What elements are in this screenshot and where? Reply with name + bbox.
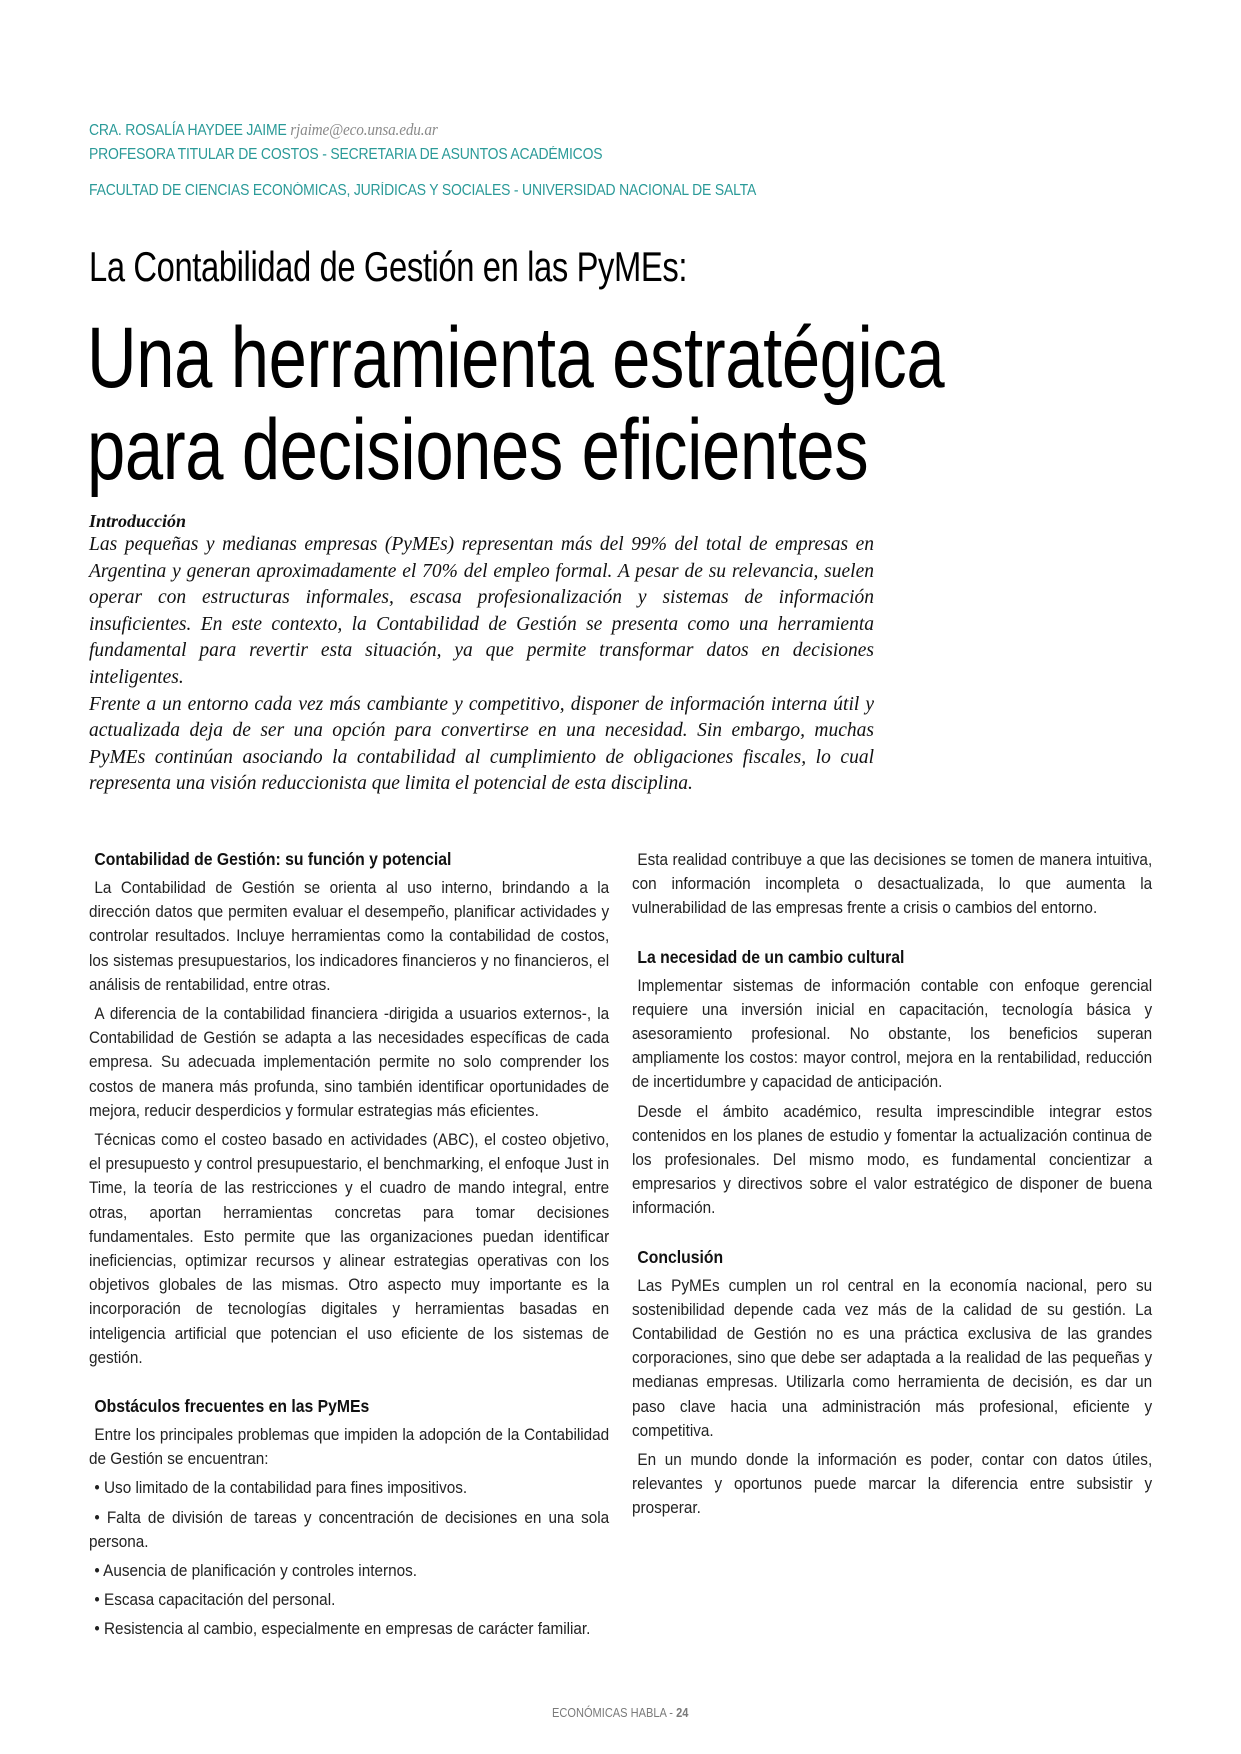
conclusion-paragraph-1: Las PyMEs cumplen un rol central en la economía nacional, pero su sostenibilidad depende cada vez más de la calidad de su gestión. La Contabilidad de Gestión no es una práctica exclusiva de las grandes corporaciones, sino que debe ser adaptada a la realidad de las pequeñas y medianas empresas. Utilizarla como herramienta de decisión, es dar un paso clave hacia una administración más profesional, eficiente y competitiva. xyxy=(632,1275,1153,1440)
publication-name: ECONÓMICAS HABLA - xyxy=(552,1705,677,1720)
list-item: • Falta de división de tareas y concentración de decisiones en una sola persona. xyxy=(89,1507,610,1551)
page-footer xyxy=(0,1705,1241,1720)
cambio-paragraph-1: Implementar sistemas de información contable con enfoque gerencial requiere una inversión inicial en capacitación, tecnología básica y asesoramiento profesional. No obstante, los beneficios superan ampliamente los costos: mayor control, mejora en la rentabilidad, reducción de incertidumbre y capacidad de anticipación. xyxy=(632,975,1153,1092)
author-position: PROFESORA TITULAR DE COSTOS - SECRETARIA DE ASUNTOS ACADÉMICOS xyxy=(89,146,603,163)
obstaculos-lead: Entre los principales problemas que impiden la adopción de la Contabilidad de Gestión se encuentran: xyxy=(89,1425,610,1469)
cambio-paragraph-2: Desde el ámbito académico, resulta imprescindible integrar estos contenidos en los planes de estudio y fomentar la actualización continua de los profesionales. Del mismo modo, es fundamental concientizar a empresarios y directivos sobre el valor estratégico de disponer de buena información. xyxy=(632,1101,1153,1218)
headline-line-1: Una herramienta estratégica xyxy=(87,310,945,406)
right-column xyxy=(632,848,1152,1526)
section-heading-conclusion: Conclusión xyxy=(637,1246,724,1267)
obstaculos-continuation: Esta realidad contribuye a que las decisiones se tomen de manera intuitiva, con información incompleta o desactualizada, lo que aumenta la vulnerabilidad de las empresas frente a crisis o cambios del entorno. xyxy=(632,850,1153,918)
article-headline xyxy=(87,312,944,496)
section-heading-cambio: La necesidad de un cambio cultural xyxy=(637,946,905,967)
author-email[interactable]: rjaime@eco.unsa.edu.ar xyxy=(290,120,438,139)
author-institution: FACULTAD DE CIENCIAS ECONÓMICAS, JURÍDICAS Y SOCIALES - UNIVERSIDAD NACIONAL DE SALTA xyxy=(89,182,757,199)
funcion-paragraph-3: Técnicas como el costeo basado en actividades (ABC), el costeo objetivo, el presupuesto y control presupuestario, el benchmarking, el enfoque Just in Time, la teoría de las restricciones y el cuadro de mando integral, entre otras, aportan herramientas concretas para tomar decisiones fundamentales. Esto permite que las organizaciones puedan identificar ineficiencias, optimizar recursos y alinear estrategias operativas con los objetivos globales de las mismas. Otro aspecto muy importante es la incorporación de tecnologías digitales y herramientas basadas en inteligencia artificial que potencian el uso eficiente de los sistemas de gestión. xyxy=(89,1130,610,1367)
list-item: • Ausencia de planificación y controles internos. xyxy=(94,1561,417,1581)
obstacles-list xyxy=(89,1476,609,1641)
section-heading-funcion: Contabilidad de Gestión: su función y potencial xyxy=(94,849,452,869)
list-item: • Resistencia al cambio, especialmente en empresas de carácter familiar. xyxy=(94,1619,591,1639)
introduction xyxy=(89,510,874,798)
left-column xyxy=(89,848,609,1647)
article-kicker: La Contabilidad de Gestión en las PyMEs: xyxy=(89,243,688,290)
intro-paragraph-1: Las pequeñas y medianas empresas (PyMEs) representan más del 99% del total de empresas en Argentina y generan aproximadamente el 70% del empleo formal. A pesar de su relevancia, suelen operar con estructuras informales, escasa profesionalización y sistemas de información insuficientes. En este contexto, la Contabilidad de Gestión se presenta como una herramienta fundamental para revertir esta situación, ya que permite transformar datos en decisiones inteligentes. xyxy=(89,534,874,688)
author-name: CRA. ROSALÍA HAYDEE JAIME xyxy=(89,122,287,139)
author-name-line xyxy=(89,120,899,141)
list-item: • Uso limitado de la contabilidad para fines impositivos. xyxy=(94,1478,468,1498)
headline-line-2: para decisiones eficientes xyxy=(87,402,869,498)
conclusion-paragraph-2: En un mundo donde la información es poder, contar con datos útiles, relevantes y oportunos puede marcar la diferencia entre subsistir y prosperar. xyxy=(632,1450,1153,1518)
funcion-paragraph-1: La Contabilidad de Gestión se orienta al uso interno, brindando a la dirección datos que permiten evaluar el desempeño, planificar actividades y controlar resultados. Incluye herramientas como la contabilidad de costos, los sistemas presupuestarios, los indicadores financieros y no financieros, el análisis de rentabilidad, entre otras. xyxy=(89,878,610,994)
page-number: 24 xyxy=(676,1705,689,1720)
intro-paragraph-2: Frente a un entorno cada vez más cambiante y competitivo, disponer de información interna útil y actualizada deja de ser una opción para convertirse en una necesidad. Sin embargo, muchas PyMEs continúan asociando la contabilidad al cumplimiento de obligaciones fiscales, lo cual representa una visión reduccionista que limita el potencial de esta disciplina. xyxy=(89,693,874,795)
funcion-paragraph-2: A diferencia de la contabilidad financiera -dirigida a usuarios externos-, la Contabilidad de Gestión se adapta a las necesidades específicas de cada empresa. Su adecuada implementación permite no solo comprender los costos de manera más profunda, sino también identificar oportunidades de mejora, reducir desperdicios y formular estrategias más eficientes. xyxy=(89,1004,610,1120)
list-item: • Escasa capacitación del personal. xyxy=(94,1590,336,1610)
intro-heading: Introducción xyxy=(89,511,187,531)
section-heading-obstaculos: Obstáculos frecuentes en las PyMEs xyxy=(94,1396,370,1417)
author-block xyxy=(89,120,989,201)
